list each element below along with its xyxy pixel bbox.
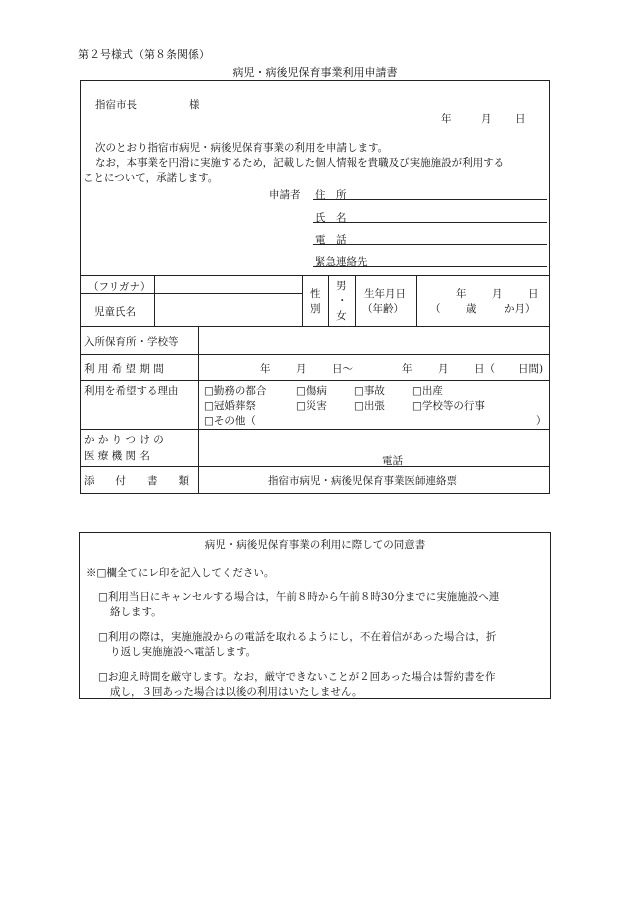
address-field[interactable] <box>313 199 547 200</box>
period-day-end: 日（ <box>474 363 495 375</box>
emergency-label: 緊急連絡先 <box>315 256 368 268</box>
name-field[interactable] <box>313 222 547 223</box>
reason-other-close: ） <box>536 415 547 427</box>
medical-institution-field[interactable] <box>200 431 546 447</box>
body-line-2: なお，本事業を円滑に実施するため，記載した個人情報を貴職及び実施施設が利用する <box>95 157 505 169</box>
birth-month: 月 <box>492 288 503 300</box>
medical-phone-label: 電話 <box>382 455 403 467</box>
male-option[interactable]: 男 <box>336 280 347 292</box>
sex-label-char2: 別 <box>310 303 321 315</box>
application-section <box>80 80 550 276</box>
form-number: 第２号様式（第８条関係） <box>78 48 210 61</box>
period-day-start: 日〜 <box>332 363 353 375</box>
birthdate-label: 生年月日 <box>364 288 406 300</box>
agreement-item-1[interactable]: □利用当日にキャンセルする場合は，午前８時から午前８時30分までに実施施設へ連 <box>98 591 500 603</box>
age-label: （年齢） <box>362 303 404 315</box>
agreement-title: 病児・病後児保育事業の利用に際しての同意書 <box>204 539 426 551</box>
phone-field[interactable] <box>313 244 547 245</box>
body-line-1: 次のとおり指宿市病児・病後児保育事業の利用を申請します。 <box>95 142 389 154</box>
medical-label-line2: 医 療 機 関 名 <box>84 450 150 462</box>
birth-year: 年 <box>456 288 467 300</box>
furigana-label: （フリガナ） <box>88 281 151 293</box>
phone-label: 電 話 <box>315 234 347 246</box>
reason-birth[interactable]: □出産 <box>412 385 443 397</box>
birth-day: 日 <box>528 288 539 300</box>
furigana-field[interactable] <box>156 278 300 292</box>
agreement-instruction: ※□欄全てにレ印を記入してください。 <box>86 567 275 579</box>
child-name-label: 児童氏名 <box>94 306 136 318</box>
period-year-end: 年 <box>402 363 413 375</box>
age-months: か月） <box>504 303 536 315</box>
sex-separator: ・ <box>337 295 348 307</box>
age-years: 歳 <box>466 303 477 315</box>
reason-label: 利用を希望する理由 <box>84 385 179 397</box>
school-field[interactable] <box>200 328 546 352</box>
honorific: 様 <box>189 99 200 111</box>
female-option[interactable]: 女 <box>336 310 347 322</box>
period-month-end: 月 <box>438 363 449 375</box>
period-days: 日間) <box>518 363 544 375</box>
reason-other[interactable]: □その他（ <box>204 415 256 427</box>
form-title: 病児・病後児保育事業利用申請書 <box>232 66 398 79</box>
date-month: 月 <box>481 113 492 125</box>
agreement-item-2-cont: り返し実施施設へ電話します。 <box>110 646 257 658</box>
body-line-3: ことについて，承諾します。 <box>83 172 219 184</box>
address-label: 住 所 <box>315 189 347 201</box>
reason-ceremony[interactable]: □冠婚葬祭 <box>204 400 256 412</box>
child-name-field[interactable] <box>156 295 300 324</box>
period-month-start: 月 <box>296 363 307 375</box>
agreement-item-3-cont: 成し，３回あった場合は以後の利用はいたしません。 <box>110 686 363 698</box>
reason-work[interactable]: □勤務の都合 <box>204 385 267 397</box>
age-open: （ <box>430 303 441 315</box>
name-label: 氏 名 <box>315 212 347 224</box>
date-year: 年 <box>441 113 452 125</box>
attachment-label: 添 付 書 類 <box>84 475 189 487</box>
period-label: 利 用 希 望 期 間 <box>84 363 164 375</box>
school-label: 入所保育所・学校等 <box>84 336 179 348</box>
reason-accident[interactable]: □事故 <box>354 385 385 397</box>
reason-illness[interactable]: □傷病 <box>296 385 327 397</box>
agreement-item-1-cont: 絡します。 <box>110 606 162 618</box>
reason-business-trip[interactable]: □出張 <box>354 400 385 412</box>
agreement-section <box>79 532 551 699</box>
agreement-item-3[interactable]: □お迎え時間を厳守します。なお，厳守できないことが２回あった場合は誓約書を作 <box>98 671 496 683</box>
child-info-table <box>80 276 550 494</box>
attachment-value: 指宿市病児・病後児保育事業医師連絡票 <box>268 475 457 487</box>
reason-disaster[interactable]: □災害 <box>296 400 327 412</box>
addressee: 指宿市長 <box>95 99 137 111</box>
reason-school-event[interactable]: □学校等の行事 <box>412 400 485 412</box>
sex-label-char1: 性 <box>310 288 321 300</box>
applicant-label: 申請者 <box>269 189 301 201</box>
emergency-field[interactable] <box>313 266 547 267</box>
agreement-item-2[interactable]: □利用の際は，実施施設からの電話を取れるようにし，不在着信があった場合は，折 <box>98 631 497 643</box>
medical-label-line1: か か り つ け の <box>84 434 164 446</box>
period-year-start: 年 <box>260 363 271 375</box>
date-day: 日 <box>515 113 526 125</box>
